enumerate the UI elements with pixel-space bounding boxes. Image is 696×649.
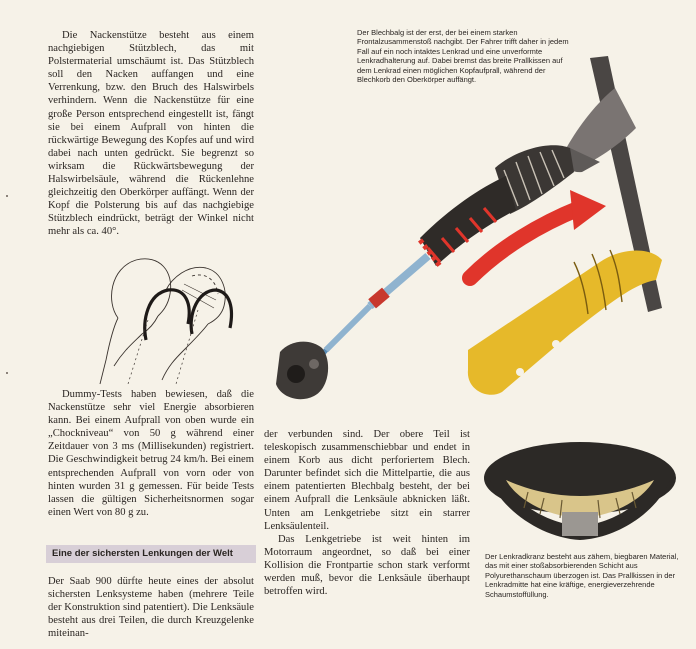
steering-column-paragraph: der verbunden sind. Der obere Teil ist teleskopisch zusammenschiebbar und endet in einem Korb aus dicht perforiertem Blech. Darunter befindet sich die Mittelpartie, die aus einem patentierten Blechbalg besteht, der bei einem Aufprall die Lenksäule abknicken läßt. Unten am Lenkgetriebe sitzt ein starrer Lenksäulenteil.	[264, 429, 470, 532]
steering-intro-paragraph: Der Saab 900 dürfte heute eines der absolut sichersten Lenksysteme haben (mehrere Teile der Konstruktion sind patentiert). Die Lenksäule besteht aus drei Teilen, die durch Kreuzgelenke miteinan-	[48, 576, 254, 640]
bellows-caption: Der Blechbalg ist der erst, der bei einem starken Frontalzusammenstoß nachgibt. Der Fahrer trifft daher in jedem Fall auf ein noch intaktes Lenkrad und eine unverformte Lenkradhalterung auf. Dabei bremst das breite Prallkissen auf dem Lenkrad einen möglichen Kopfaufprall, während der Blechkorb den Oberkörper auffängt.	[357, 28, 569, 85]
steering-column-text	[264, 428, 470, 598]
steering-column-illustration	[270, 48, 690, 428]
steering-bracket-drawing	[468, 250, 662, 395]
section-heading-steering: Eine der sichersten Lenkungen der Welt	[46, 545, 256, 563]
steering-wheel-photo	[482, 440, 678, 548]
steering-gear-drawing	[276, 342, 328, 400]
scan-speck	[6, 195, 8, 197]
dummy-tests-paragraph: Dummy-Tests haben bewiesen, daß die Nackenstütze sehr viel Energie absorbieren kann. Bei einem Aufprall von oben wurde ein „Chockniveau“ von 50 g während einer Zeitdauer von 3 ms (Millisekunden) registriert. Die Geschwindigkeit betrug 24 km/h. Bei einem entsprechenden Aufprall von vorn oder von hinten wurden 31 g gemessen. Für beide Tests lassen die gültigen Sicherheitsnormen sogar einen Wert von 80 g zu.	[48, 389, 254, 518]
headrest-paragraph: Die Nackenstütze besteht aus einem nachgiebigen Stützblech, das mit Polstermaterial umschäumt ist. Das Stützblech soll den Nacken auffangen und eine Verrenkung, bzw. den Bruch des Halswirbels verhindern. Wenn die Nackenstütze für eine große Person entsprechend eingestellt ist, fängt sie bei einem Aufprall von hinten die rückwärtige Bewegung des Kopfes auf und wird dabei nach unten gedrückt. Sie begrenzt so wirksam die Rückwärtsbewegung der Halswirbelsäule, während die Rückenlehne gleichzeitig den Oberkörper auffängt. Wenn der Kopf die Polsterung bis auf das nachgiebige Stützblech eindrückt, beträgt der Winkel nicht mehr als ca. 40°.	[48, 30, 254, 238]
steering-gear-paragraph: Das Lenkgetriebe ist weit hinten im Motorraum angeordnet, so daß bei einer Kollision die Frontpartie schon stark verformt werden muß, bevor die Lenksäule überhaupt betroffen wird.	[264, 533, 470, 598]
headrest-illustration	[88, 250, 248, 385]
scan-speck	[6, 372, 8, 374]
wheel-rim-caption: Der Lenkradkranz besteht aus zähem, biegbaren Material, das mit einer stoßabsorbierenden Schicht aus Polyurethanschaum überzogen ist. Das Prallkissen in der Lenkradmitte hat eine kräftige, energieverzehrende Schaumstoffüllung.	[485, 552, 679, 599]
